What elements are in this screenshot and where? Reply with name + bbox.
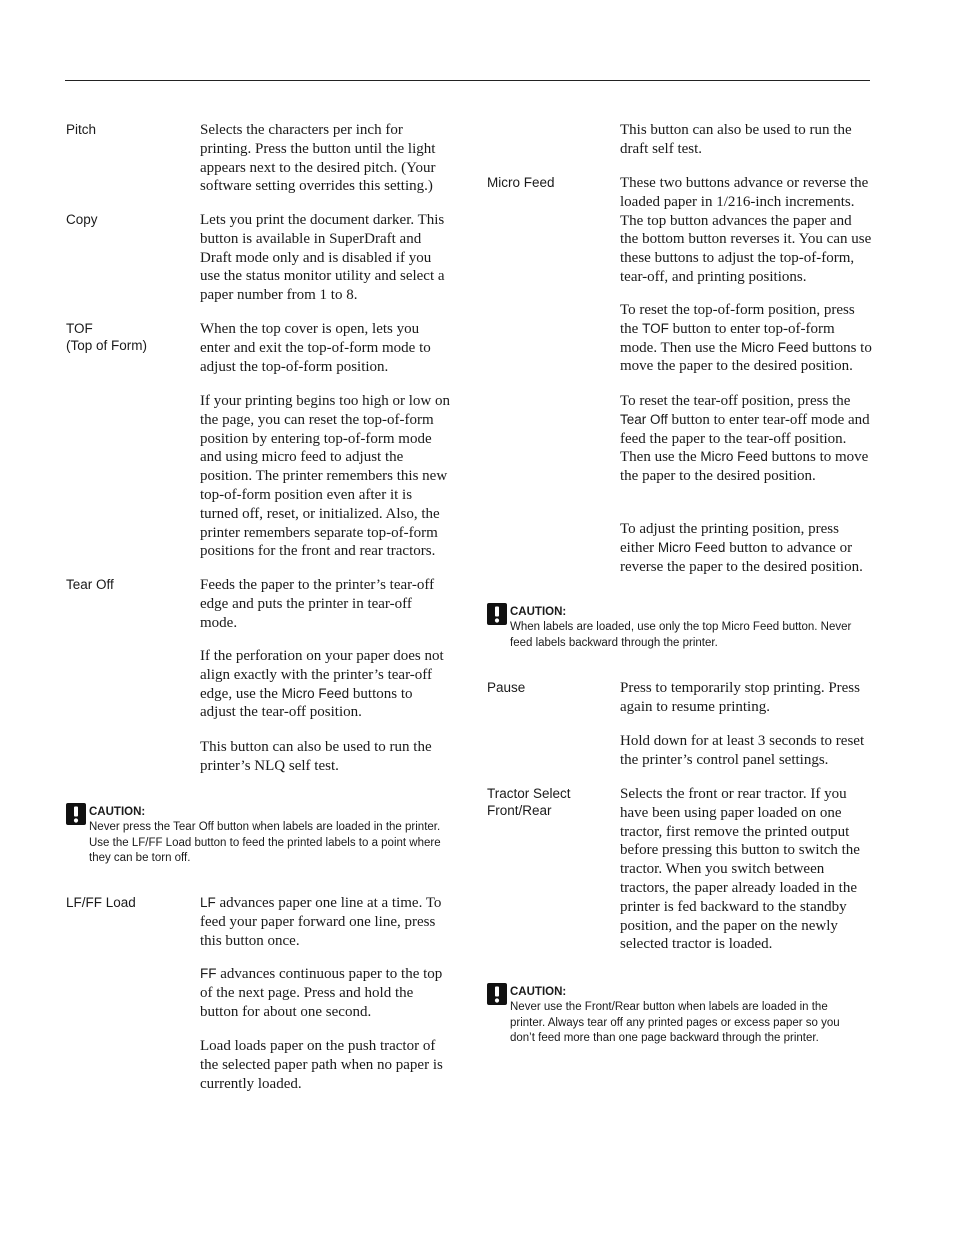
desc-micro-feed-3: To reset the tear-off position, press the Tear Off button to enter tear-off mode and feed the paper to the tear-off position. Then use the Micro Feed buttons to move the paper to the desired position.: [620, 393, 870, 485]
header-rule: [65, 80, 870, 81]
caution-title: CAUTION:: [510, 606, 567, 618]
caution-exclamation-icon: [487, 603, 507, 625]
term-tof: TOF (Top of Form): [66, 321, 148, 353]
term-copy: Copy: [66, 212, 98, 227]
desc-draft-self-test: This button can also be used to run the draft self test.: [620, 122, 852, 157]
caution-body: Never use the Front/Rear button when labels are loaded in the printer. Always tear off any printed pages or excess paper so you don’t feed more than one page backward through the printer.: [510, 1001, 840, 1045]
desc-pause-1: Press to temporarily stop printing. Press again to resume printing.: [620, 680, 860, 715]
term-tear-off: Tear Off: [66, 577, 114, 592]
desc-tof-2: If your printing begins too high or low on the page, you can reset the top-of-form position by entering top-of-form mode and using micro feed to adjust the position. The printer remembers this new top-of-form position even after it is turned off, reset, or initialized. Also, the printer remembers separate top-of-form positions for the front and rear tractors.: [200, 393, 450, 560]
desc-tractor-select: Selects the front or rear tractor. If you have been using paper loaded on one tractor, first remove the printed output before pressing this button to switch the tractor. When you switch between tractors, the paper already loaded in the printer is fed backward to the standby position, and the paper on the newly selected tractor is loaded.: [620, 786, 860, 953]
ui-micro-feed: Micro Feed: [281, 685, 350, 701]
term-pause: Pause: [487, 680, 526, 695]
desc-pause-2: Hold down for at least 3 seconds to reset the printer’s control panel settings.: [620, 733, 865, 768]
caution-title: CAUTION:: [510, 986, 567, 998]
desc-micro-feed-4: To adjust the printing position, press either Micro Feed button to advance or reverse the paper to the desired position.: [620, 521, 863, 575]
desc-micro-feed-2: To reset the top-of-form position, press the TOF button to enter top-of-form mode. Then use the Micro Feed buttons to move the paper to the desired position.: [620, 302, 872, 375]
term-lf-ff-load: LF/FF Load: [66, 895, 136, 910]
desc-load: Load loads paper on the push tractor of the selected paper path when no paper is currently loaded.: [200, 1038, 443, 1092]
caution-exclamation-icon: [66, 803, 86, 825]
desc-tear-off-2: If the perforation on your paper does not align exactly with the printer’s tear-off edge, use the Micro Feed buttons to adjust the tear-off position.: [200, 648, 444, 721]
desc-micro-feed-1: These two buttons advance or reverse the loaded paper in 1/216-inch increments. The top button advances the paper and the bottom button reverses it. You can use these buttons to adjust the top-of-form, tear-off, and printing positions.: [620, 175, 872, 285]
term-tractor-select: Tractor Select Front/Rear: [487, 786, 571, 818]
term-micro-feed: Micro Feed: [487, 175, 555, 190]
caution-tear-off: [66, 803, 456, 867]
desc-pitch: Selects the characters per inch for printing. Press the button until the light appears next to the desired pitch. (Your software setting overrides this setting.): [200, 122, 436, 195]
caution-micro-feed: [487, 603, 877, 653]
caution-title: CAUTION:: [89, 806, 146, 818]
desc-tof-1: When the top cover is open, lets you enter and exit the top-of-form mode to adjust the top-of-form position.: [200, 321, 431, 375]
desc-lf: LF advances paper one line at a time. To feed your paper forward one line, press this button once.: [200, 895, 442, 949]
caution-exclamation-icon: [487, 983, 507, 1005]
caution-body: When labels are loaded, use only the top Micro Feed button. Never feed labels backward through the printer.: [510, 621, 852, 649]
desc-tear-off-1: Feeds the paper to the printer’s tear-off edge and puts the printer in tear-off mode.: [200, 577, 435, 631]
caution-body: Never press the Tear Off button when labels are loaded in the printer. Use the LF/FF Load button to feed the printed labels to a point where they can be torn off.: [89, 821, 441, 865]
desc-ff: FF advances continuous paper to the top of the next page. Press and hold the button for about one second.: [200, 966, 443, 1020]
term-pitch: Pitch: [66, 122, 97, 137]
caution-front-rear: [487, 983, 877, 1063]
desc-tear-off-3: This button can also be used to run the printer’s NLQ self test.: [200, 739, 432, 774]
desc-copy: Lets you print the document darker. This button is available in SuperDraft and Draft mode only and is disabled if you use the status monitor utility and select a paper number from 1 to 8.: [200, 212, 445, 304]
